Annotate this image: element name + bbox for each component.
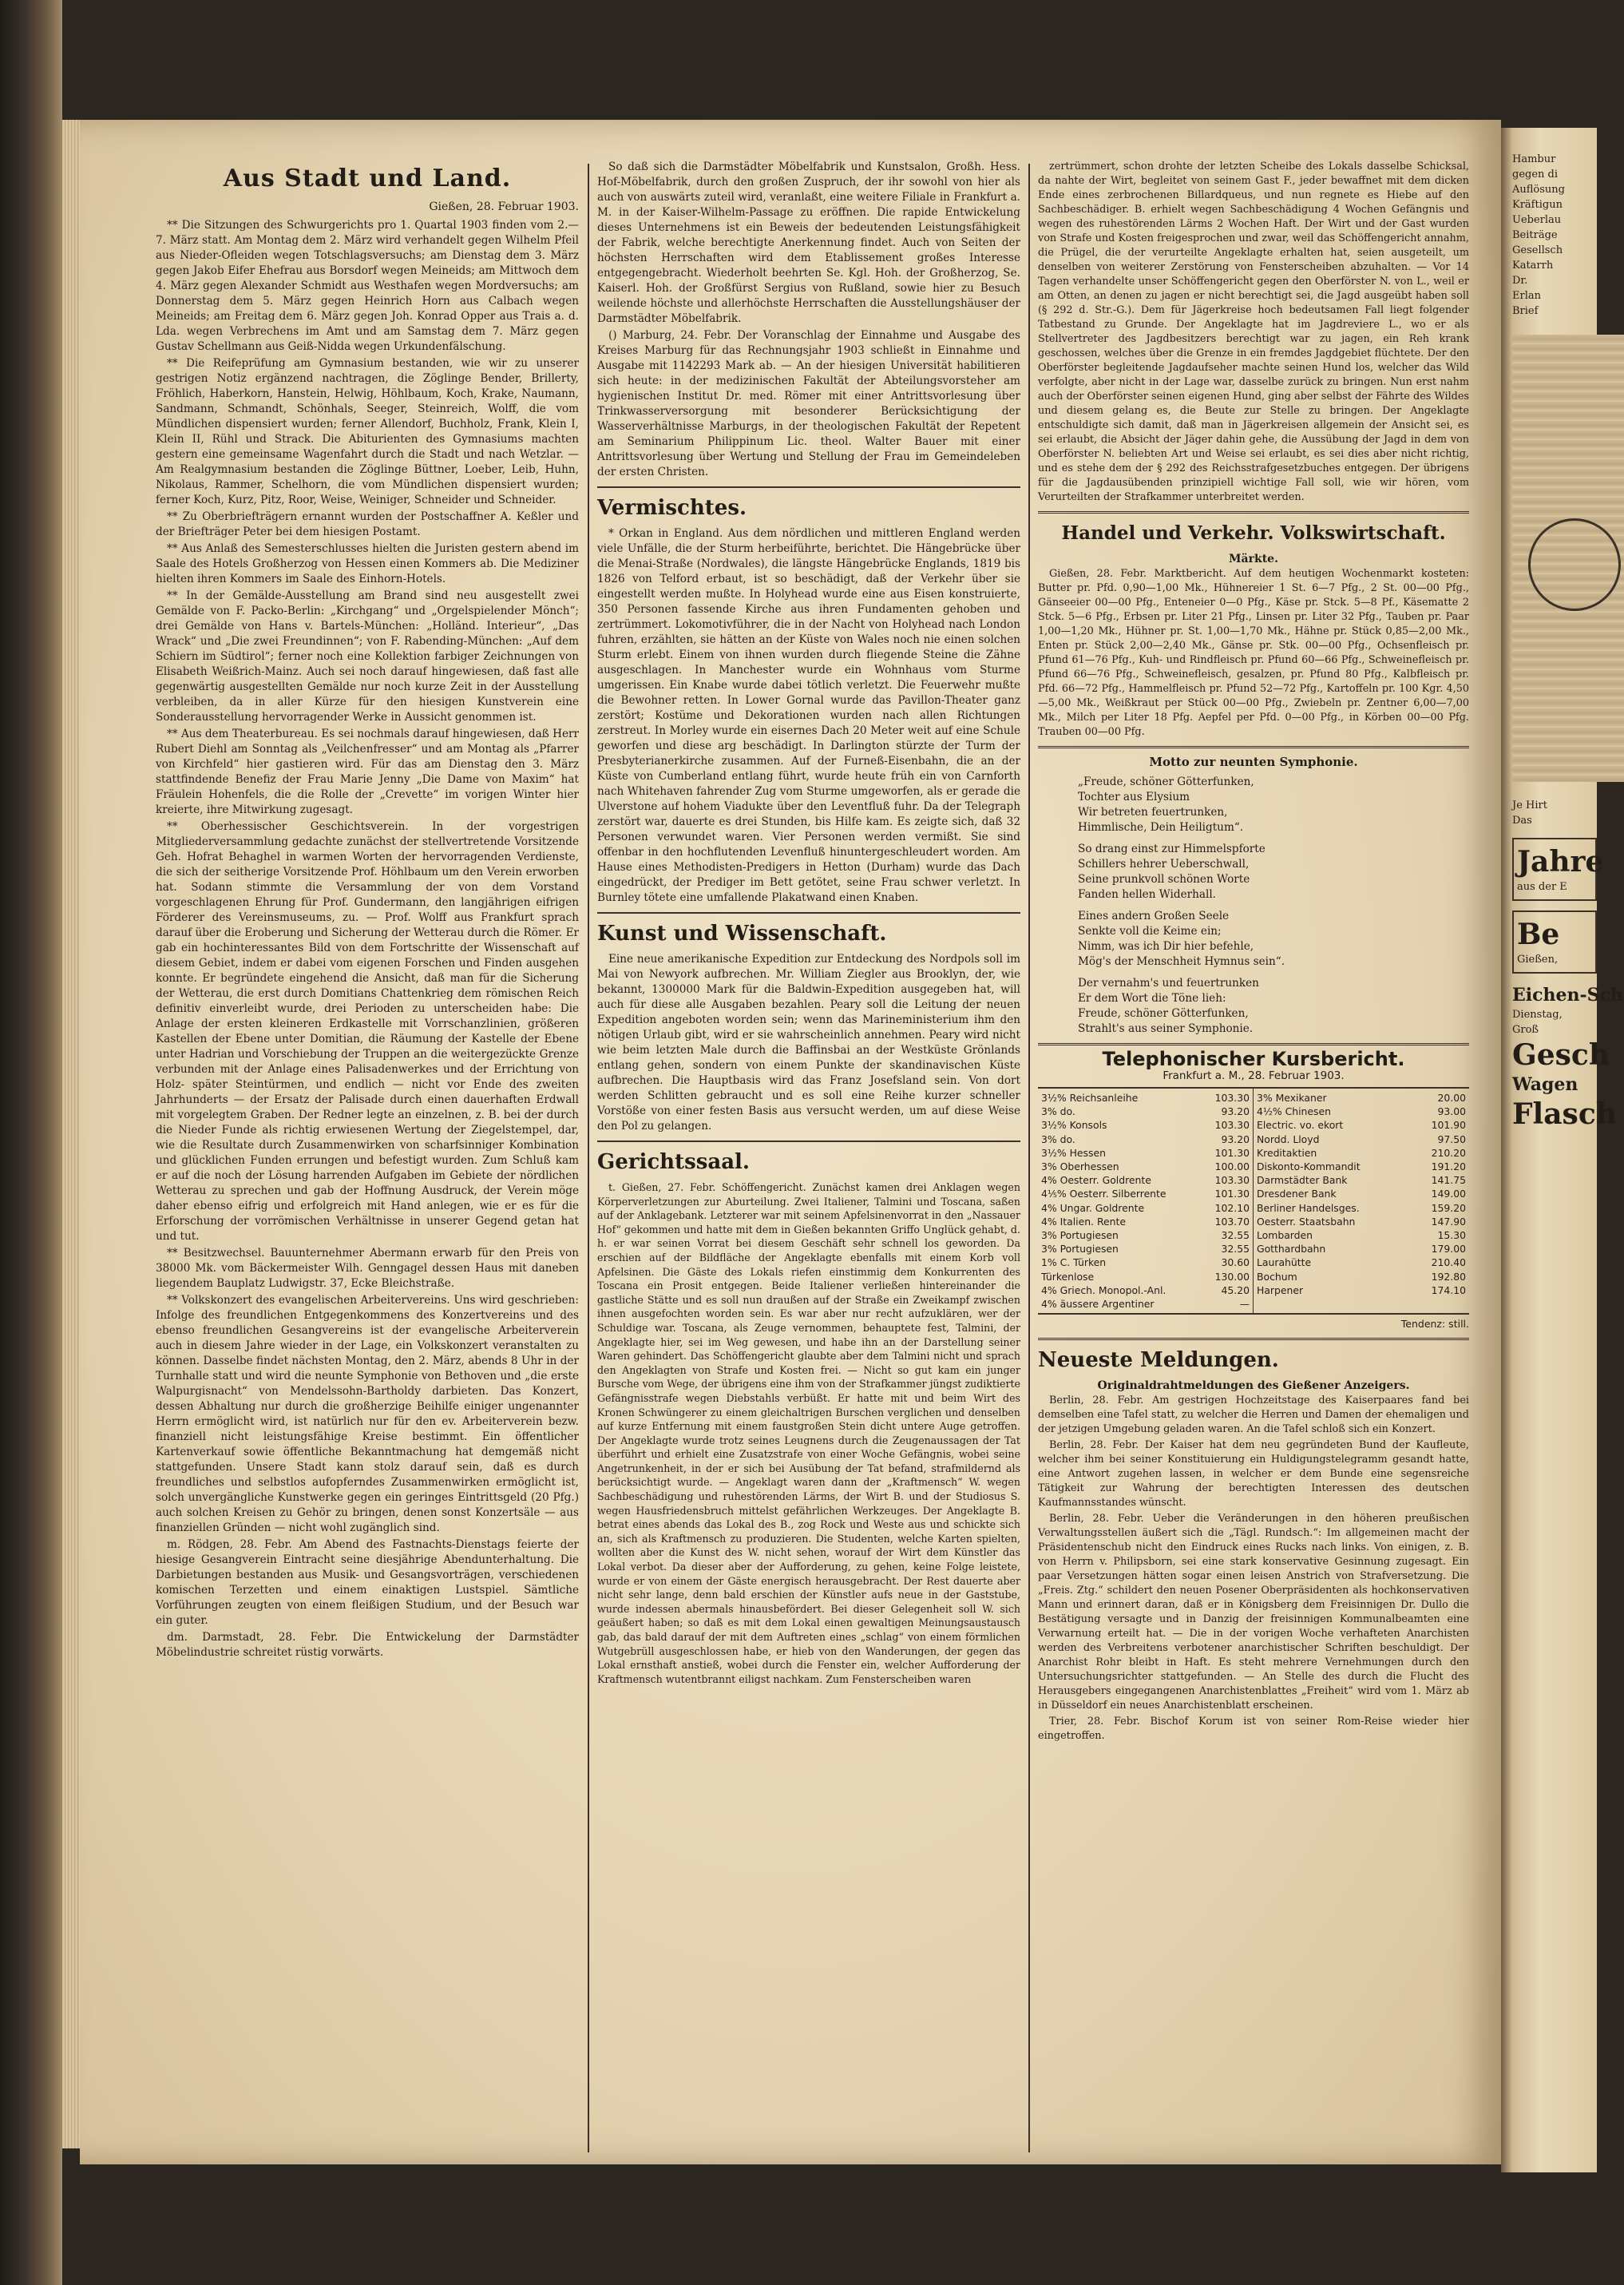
newspaper-page (80, 120, 1501, 2164)
kurs-price: 147.90 (1431, 1215, 1466, 1228)
kurs-row (1257, 1283, 1466, 1297)
kurs-security-name: 4% Italien. Rente (1041, 1215, 1126, 1228)
section-rule (597, 1141, 1020, 1142)
kurs-row (1257, 1105, 1466, 1118)
fragment-text: Gesellsch (1512, 244, 1563, 256)
kurs-row (1257, 1173, 1466, 1187)
kurs-price: 159.20 (1431, 1201, 1466, 1214)
kurs-price: 20.00 (1437, 1092, 1466, 1104)
maerkte-label: Märkte. (1229, 553, 1278, 565)
fragment-text: Gesch (1512, 1038, 1610, 1072)
poem-line: Fanden hellen Widerhall. (1078, 888, 1217, 901)
kurs-row (1257, 1242, 1466, 1256)
kurs-security-name: Electric. vo. ekort (1257, 1119, 1344, 1132)
kurs-security-name: Laurahütte (1257, 1256, 1312, 1269)
kurs-price: 15.30 (1437, 1229, 1466, 1242)
kurs-row (1257, 1118, 1466, 1132)
kurs-price: 93.20 (1221, 1133, 1250, 1145)
article-paragraph: ** Besitzwechsel. Bauunternehmer Abermann erwarb für den Preis von 38000 Mk. vom Bäckermeister Wilh. Genngagel dessen Haus mit daneben liegendem Bauplatz Ludwigstr. 37, Ecke Bleichstraße. (156, 1247, 579, 1290)
kurs-row (1257, 1228, 1466, 1242)
kurs-security-name: Oesterr. Staatsbahn (1257, 1215, 1356, 1228)
kursbericht-table (1038, 1087, 1469, 1315)
kurs-row (1041, 1133, 1250, 1146)
article-paragraph: t. Gießen, 27. Febr. Schöffengericht. Zunächst kamen drei Anklagen wegen Körperverletzungen zur Aburteilung. Zwei Italiener, Talmini und Toscana, saßen auf der Anklagebank. Letzterer war mit seinem Apfelsinenvorrat in den „Nassauer Hof“ gekommen und hatte mit dem in Gießen bekannten Griffo Unglück gehabt, d. h. er war seinen Vorrat bei diesem Geschäft sehr schnell los geworden. Da erschien auf der Bildfläche der Angeklagte ebenfalls mit einem Korb voll Apfelsinen. Die Gäste des Lokals riefen einstimmig dem Konkurrenten des Toscana ein Prosit entgegen. Beide Italiener verließen hintereinander die gastliche Stätte und es soll nun draußen auf der Straße ein Zweikampf zwischen ihnen ausgefochten worden sein. Es war aber nur recht aufzuklären, wer der Schuldige war. Toscana, als Zeuge vernommen, behauptete fest, Talmini, der Angeklagte hier, sei im Weg gewesen, und habe ihn an der Darstellung seiner Waren gehindert. Das Schöffengericht glaubte aber dem Talmini nicht und sprach den Angeklagten von Strafe und Kosten frei. — Nicht so gut kam ein junger Bursche vom Wege, der übrigens eine ihm von der Strafkammer jüngst zudiktierte Gefängnisstrafe wegen Diebstahls verbüßt. Er hatte mit und beim Wirt des Kronen Schwüngerer zu einem gleichaltrigen Burschen verglichen und denselben auf kurze Entfernung mit einem faustgroßen Stein dicht untere Auge getroffen. Der Angeklagte wurde trotz seines Leugnens durch die Zeugenaussagen der Tat überführt und erhielt eine Zusatzstrafe von einer Woche Gefängnis, wobei seine Angetrunkenheit, in der er sich bei Ausübung der Tat befand, strafmildernd als berücksichtigt wurde. — Angeklagt waren dann der „Kraftmensch“ W. wegen Sachbeschädigung und ruhestörenden Lärms, der Wirt B. und der Studiosus S. wegen Hausfriedensbruch mittelst gefährlichen Werkzeuges. Der Angeklagte B. betrat eines abends das Lokal des B., zog Rock und Weste aus und schickte sich an, sich als Kraftmensch zu produzieren. Die Studenten, welche Karten spielten, wollten aber die Kunst des W. nicht sehen, worauf der Wirt dem Künstler das Lokal verbot. Da dieser aber der Aufforderung, zu gehen, keine Folge leistete, wurde er von einem der Gäste energisch herausgebracht. Der Rest dauerte aber nicht sehr lange, denn bald erschien der Künstler aufs neue in der Gaststube, wurde indessen abermals hinausbefördert. Bei dieser Gelegenheit soll W. sich geäußert haben; so daß es mit dem Lokal einen gewaltigen Meinungsaustausch gab, das bald darauf der mit dem Auftreten eines „schlag“ von einem förmlichen Wutgebrüll ausgeschlossen habe, er hieb von den Wanderungen, der gegen das Lokal ernsthaft anstieß, wobei durch die Fenster ein, welcher Aufforderung der Kraftmensch wutentbrannt eiligst nachkam. Zum Fensterscheiben waren (597, 1181, 1020, 1685)
article-paragraph: ** Zu Oberbriefträgern ernannt wurden der Postschaffner A. Keßler und der Briefträger Peter bei dem hiesigen Postamt. (156, 510, 579, 538)
kursbericht-left-column (1038, 1089, 1254, 1313)
poem-stanza (1078, 842, 1469, 902)
kurs-row (1257, 1201, 1466, 1215)
kurs-price: 130.00 (1214, 1270, 1250, 1283)
column-divider-2 (1028, 164, 1030, 2152)
section-rule (1038, 511, 1469, 514)
poem-line: Freude, schöner Götterfunken, (1078, 1007, 1249, 1020)
kurs-security-name: Lombarden (1257, 1229, 1313, 1242)
poem-title: Motto zur neunten Symphonie. (1149, 755, 1358, 769)
ad-box (1512, 838, 1604, 901)
kurs-security-name: 4⅕% Oesterr. Silberrente (1041, 1188, 1167, 1200)
kurs-security-name: Berliner Handelsges. (1257, 1201, 1360, 1214)
kurs-price: 93.20 (1221, 1105, 1250, 1118)
kurs-price: — (1239, 1298, 1250, 1311)
poem-line: Tochter aus Elysium (1078, 791, 1190, 803)
kurs-row (1041, 1256, 1250, 1269)
section-header-kunst: Kunst und Wissenschaft. (597, 922, 887, 946)
article-paragraph: m. Rödgen, 28. Febr. Am Abend des Fastnachts-Dienstags feierte der hiesige Gesangverein Eintracht seine diesjährige Abendunterhaltung. Die Darbietungen bestanden aus Musik- und Gesangsvorträgen, verschiedenen komischen Terzetten und einem einaktigen Lustspiel. Sämtliche Vorführungen zeugten von einem fleißigen Studium, und der Besuch war ein guter. (156, 1538, 579, 1627)
kurs-row (1041, 1201, 1250, 1215)
fragment-text: Erlan (1512, 290, 1541, 302)
kurs-security-name: 4% Ungar. Goldrente (1041, 1201, 1145, 1214)
article-paragraph: Trier, 28. Febr. Bischof Korum ist von seiner Rom-Reise wieder hier eingetroffen. (1038, 1716, 1469, 1743)
kurs-security-name: Bochum (1257, 1270, 1297, 1283)
kurs-security-name: Kreditaktien (1257, 1146, 1317, 1159)
kurs-price: 210.20 (1431, 1146, 1466, 1159)
kurs-security-name: Gotthardbahn (1257, 1243, 1326, 1256)
kurs-security-name: 4% äussere Argentiner (1041, 1298, 1155, 1311)
column-3 (1038, 160, 1469, 2172)
fragment-text: Kräftigun (1512, 199, 1563, 211)
article-paragraph: () Marburg, 24. Febr. Der Voranschlag der Einnahme und Ausgabe des Kreises Marburg für das Rechnungsjahr 1903 schließt in Einnahme und Ausgabe mit 1142293 Mark ab. — An der hiesigen Universität habilitieren sich heute: in der medizinischen Fakultät der Abteilungsvorsteher am hygienischen Institut Dr. med. Römer mit einer Antrittsvorlesung über Trinkwasserversorgung mit besonderer Berücksichtigung der Wasserverhältnisse Marburgs, in der theologischen Fakultät der Repetent am Seminarium Philippinum Lic. theol. Walter Bauer mit einer Antrittsvorlesung über Wertung und Stellung der Frau im Gemeindeleben der ersten Christen. (597, 329, 1020, 478)
kurs-security-name: 3½% Reichsanleihe (1041, 1092, 1139, 1104)
kurs-row (1041, 1270, 1250, 1283)
kurs-price: 141.75 (1431, 1174, 1466, 1187)
kurs-security-name: 3% Mexikaner (1257, 1092, 1327, 1104)
poem-line: Er dem Wort die Töne lieh: (1078, 992, 1226, 1005)
kurs-security-name: 4% Oesterr. Goldrente (1041, 1174, 1151, 1187)
kurs-row (1041, 1105, 1250, 1118)
kurs-security-name: 4% Griech. Monopol.-Anl. (1041, 1283, 1167, 1296)
kurs-price: 192.80 (1431, 1270, 1466, 1283)
kurs-row (1257, 1256, 1466, 1269)
kurs-row (1257, 1270, 1466, 1283)
article-paragraph: ** Die Sitzungen des Schwurgerichts pro 1. Quartal 1903 finden vom 2.—7. März statt. Am Montag dem 2. März wird verhandelt gegen Wilhelm Pfeil aus Nieder-Ofleiden wegen Totschlagsversuchs; am Dienstag dem 3. März gegen Jakob Eifer Ehefrau aus Borsdorf wegen Meineids; am Mittwoch dem 4. März gegen Alexander Schmidt aus Westhafen wegen Mordversuchs; am Donnerstag dem 5. März gegen Heinrich Horn aus Calbach wegen Meineids; am Freitag dem 6. März gegen Joh. Konrad Opper aus Trais a. d. Lda. wegen Verbrechens im Amt und am Samstag dem 7. März gegen Gustav Schellmann aus Geiß-Nidda wegen Urkundenfälschung. (156, 219, 579, 353)
kursbericht-footer: Tendenz: still. (1400, 1318, 1469, 1331)
column-1 (156, 160, 579, 2172)
article-paragraph: ** Volkskonzert des evangelischen Arbeitervereins. Uns wird geschrieben: Infolge des freundlichen Entgegenkommens des Konzertvereins und des ebenso freundlichen Gesangvereins ist der evangelische Arbeiterverein auch in diesem Jahre wieder in der Lage, ein Volkskonzert veranstalten zu können. Dasselbe findet nächsten Montag, den 2. März, abends 8 Uhr in der Turnhalle statt und wird die neunte Symphonie von Bethoven und „die erste Walpurgisnacht“ von Mendelssohn-Bartholdy darbieten. Das Konzert, dessen Abhaltung nur durch die großherzige Beihilfe einiger ungenannter Herrn ermöglicht wird, ist natürlich nur für den ev. Arbeiterverein bezw. finanziell nicht leistungsfähige Kreise bestimmt. Ein öffentlicher Kartenverkauf sowie öffentliche Bekanntmachung hat demgemäß nicht stattgefunden. Unsere Stadt kann stolz darauf sein, daß es durch freundliches und selbstlos aufopferndes Zusammenwirken ermöglicht ist, solch unvergängliche Kunstwerke gegen ein geringes Eintrittsgeld (20 Pfg.) auch solchen Kreisen zu Gehör zu bringen, denen sonst Konzertsäle — aus finanziellen Gründen — nicht wohl zugänglich sind. (156, 1294, 579, 1534)
kurs-price: 101.30 (1214, 1188, 1250, 1200)
kurs-price: 32.55 (1221, 1229, 1250, 1242)
section-rule (597, 486, 1020, 488)
fragment-text: Je Hirt (1512, 799, 1547, 811)
kurs-row (1041, 1215, 1250, 1228)
section-rule (1038, 746, 1469, 748)
kurs-security-name: 3½% Konsols (1041, 1119, 1107, 1132)
fragment-text: Das (1512, 815, 1532, 827)
kurs-security-name: Nordd. Lloyd (1257, 1133, 1320, 1145)
kurs-row (1041, 1283, 1250, 1297)
adjacent-page-text (1501, 128, 1623, 1132)
article-paragraph: ** In der Gemälde-Ausstellung am Brand sind neu ausgestellt zwei Gemälde von F. Packo-Berlin: „Kirchgang“ und „Orgelspielender Mönch“; drei Gemälde von Hans v. Bartels-München: „Holländ. Interieur“, „Das Wrack“ und „Die zwei Freundinnen“; von F. Rabending-München: „Auf dem Schiern im Südtirol“; ferner noch eine Kollektion farbiger Zeichnungen von Elisabeth Weißrich-Mainz. Auch sei noch darauf hingewiesen, daß fast alle gegenwärtig ausgestellten Gemälde nur noch kurze Zeit in der Ausstellung verbleiben, da in aller Kürze für den hiesigen Kunstverein eine Sonderausstellung hervorragender Werke in Aussicht genommen ist. (156, 589, 579, 724)
poem-stanza (1078, 909, 1469, 970)
poem-line: „Freude, schöner Götterfunken, (1078, 776, 1254, 788)
kurs-row (1041, 1242, 1250, 1256)
kurs-security-name: Diskonto-Kommandit (1257, 1160, 1361, 1173)
fragment-text: Auflösung (1512, 184, 1565, 196)
section-header-handel: Handel und Verkehr. Volkswirtschaft. (1061, 522, 1446, 544)
fragment-text: Jahre (1517, 845, 1604, 879)
kurs-price: 97.50 (1437, 1133, 1466, 1145)
kurs-price: 149.00 (1431, 1188, 1466, 1200)
kurs-row (1041, 1228, 1250, 1242)
kursbericht-subtitle: Frankfurt a. M., 28. Februar 1903. (1163, 1069, 1345, 1082)
kurs-security-name: 3% Oberhessen (1041, 1160, 1119, 1173)
kurs-row (1257, 1160, 1466, 1173)
kurs-row (1041, 1297, 1250, 1311)
kurs-row (1257, 1146, 1466, 1160)
article-paragraph: ** Aus dem Theaterbureau. Es sei nochmals darauf hingewiesen, daß Herr Rubert Diehl am Sonntag als „Veilchenfresser“ und am Montag als „Pfarrer von Kirchfeld“ hier gastieren wird. Für das am Dienstag den 3. März stattfindende Benefiz der Frau Marie Jenny „Die Dame von Maxim“ hat Fräulein Hohenfels, die die Rolle der „Crevette“ im vorigen Winter hier kreierte, ihre Mitwirkung zugesagt. (156, 728, 579, 816)
kurs-price: 179.00 (1431, 1243, 1466, 1256)
kurs-security-name: 3% do. (1041, 1133, 1075, 1145)
kurs-security-name: Türkenlose (1041, 1270, 1095, 1283)
poem-line: Senkte voll die Keime ein; (1078, 925, 1222, 938)
kurs-row (1041, 1173, 1250, 1187)
fragment-text: Brief (1512, 305, 1539, 317)
carriage-illustration (1512, 335, 1624, 782)
poem (1078, 775, 1469, 1037)
section-header-stadt-land: Aus Stadt und Land. (223, 165, 512, 192)
fragment-text: Hambur (1512, 153, 1556, 165)
kurs-row (1041, 1118, 1250, 1132)
poem-line: Mög's der Menschheit Hymnus sein“. (1078, 955, 1285, 968)
fragment-text: aus der E (1517, 881, 1567, 893)
kurs-price: 191.20 (1431, 1160, 1466, 1173)
fragment-text: Groß (1512, 1024, 1539, 1036)
fragment-text: Wagen (1512, 1074, 1578, 1095)
kurs-security-name: Dresdener Bank (1257, 1188, 1337, 1200)
article-paragraph: Gießen, 28. Febr. Marktbericht. Auf dem heutigen Wochenmarkt kosteten: Butter pr. Pfd. 0,90—1,00 Mk., Hühnereier 1 St. 6—7 Pfg., 2 St. 00—00 Pfg., Gänseeier 00—00 Pfg., Enteneier 0—0 Pfg., Käse pr. Stck. 5—8 Pf., Käsematte 2 Stck. 5—6 Pfg., Erbsen pr. Liter 21 Pfg., Linsen pr. Liter 32 Pfg., Tauben pr. Paar 1,00—1,20 Mk., Hühner pr. St. 1,00—1,70 Mk., Hähne pr. Stück 0,85—2,00 Mk., Enten pr. Stück 2,00—2,40 Mk., Gänse pr. Stk. 00—00 Pfg., Ochsenfleisch pr. Pfund 61—76 Pfg., Kuh- und Rindfleisch pr. Pfund 60—66 Pfg., Schweinefleisch pr. Pfund 66—76 Pfg., Schweinefleisch, gesalzen, pr. Pfund 80 Pfg., Kalbfleisch pr. Pfd. 66—72 Pfg., Hammelfleisch pr. Pfund 52—72 Pfg., Kartoffeln pr. 100 Kgr. 4,50—5,00 Mk., Weißkraut per Stück 00—00 Pfg., Zwiebeln pr. Zentner 6,00—7,00 Mk., Milch per Liter 18 Pfg. Aepfel per Pfd. 0—00 Pfg., in Körben 00—00 Pfg. Trauben 00—00 Pfg. (1038, 568, 1469, 738)
fragment-text: Beiträge (1512, 229, 1558, 241)
kurs-row (1041, 1091, 1250, 1105)
kurs-price: 101.90 (1431, 1119, 1466, 1132)
kurs-price: 45.20 (1221, 1283, 1250, 1296)
kursbericht-title: Telephonischer Kursbericht. (1102, 1048, 1405, 1070)
kurs-row (1041, 1146, 1250, 1160)
adjacent-page-fragment (1501, 128, 1623, 2172)
kurs-price: 101.30 (1214, 1146, 1250, 1159)
kurs-price: 30.60 (1221, 1256, 1250, 1269)
kurs-row (1257, 1133, 1466, 1146)
kurs-price: 32.55 (1221, 1243, 1250, 1256)
article-paragraph: ** Oberhessischer Geschichtsverein. In der vorgestrigen Mitgliederversammlung gedachte zunächst der stellvertretende Vorsitzende Geh. Hofrat Behaghel in warmen Worten der hervorragenden Verdienste, die sich der seitherige Vorsitzende Prof. Höhlbaum um den Verein erworben hat. Sodann stimmte die Versammlung der von dem Vorstand vorgeschlagenen Ehrung für Prof. Gundermann, den langjährigen eifrigen Förderer des Vereinsmuseums, zu. — Prof. Wolff aus Frankfurt sprach darauf über die Eroberung und Sicherung der Wetterau durch die Römer. Er gab ein hochinteressantes Bild von dem Fortschritte der Wissenschaft auf diesem Gebiet, indem er dabei vom eigenen Forschen und Finden ausgehen konnte. Er begründete eingehend die Ansicht, daß man für die Sicherung der Wetterau, die erst durch Domitians Chattenkrieg dem römischen Reich definitiv einverleibt wurde, drei Perioden zu unterscheiden habe: Die Anlage der ersten kleineren Erdkastelle mit Vorrschanzlinien, größeren Kastellen der Ebene unter Domitian, die Räumung der Kastelle der Ebene unter Hadrian und Vorschiebung der Truppen an die weitergezückte Grenze verbunden mit der Anlage eines Palisadenwerkes und der Errichtung von Holz- später Steintürmen, und endlich — nicht vor Ende des zweiten Jahrhunderts — der Ersatz der Palisade durch einen dauerhaften Erdwall mit vorgelegtem Graben. Der Redner legte an einzelnen, z. B. bei der durch die Nieder Funde als richtig erwiesenen Wertung der Ziegelstempel, dar, wie die Resultate durch Zusammenwirken von scharfsinniger Kombination und glücklichen Funden errungen und befestigt wurden. Zum Schluß kam er auf die noch der Lösung harrenden Aufgaben im Gebiete der nördlichen Wetterau zu sprechen und gab der Hoffnung Ausdruck, der Verein möge daher ebenso eifrig und erfolgreich mit Hand anlegen, wie er es für die Erforschung der vorrömischen Verhältnisse in unserer Gegend getan hat und tut. (156, 820, 579, 1243)
kursbericht-right-column (1254, 1089, 1469, 1313)
section-rule (597, 912, 1020, 914)
section-header-meldungen: Neueste Meldungen. (1038, 1348, 1279, 1373)
article-paragraph: ** Die Reifeprüfung am Gymnasium bestanden, wie wir zu unserer gestrigen Notiz ergänzend nachtragen, die Zöglinge Bender, Brillerty, Fröhlich, Haberkorn, Hanstein, Helwig, Höhlbaum, Koch, Krake, Naumann, Sandmann, Schmandt, Schönhals, Seeger, Steinreich, Wolff, die vom Mündlichen dispensiert wurden; ferner Allendorf, Buchholz, Frank, Klein I, Klein II, Rühl und Strack. Die Abiturienten des Gymnasiums machten gestern eine gemeinsame Wagenfahrt durch die Stadt und nach Wetzlar. — Am Realgymnasium bestanden die Zöglinge Büttner, Loeber, Leib, Huhn, Nikolaus, Rammer, Schelhorn, die vom Mündlichen dispensiert wurden; ferner Koch, Kurz, Pitz, Roor, Weise, Weiniger, Schneider und Schneider. (156, 357, 579, 506)
column-2 (597, 160, 1020, 2172)
article-paragraph: * Orkan in England. Aus dem nördlichen und mittleren England werden viele Unfälle, die der Sturm herbeiführte, berichtet. Die Hängebrücke über die Menai-Straße (Nordwales), die längste Hängebrücke Englands, 1819 bis 1826 von Telford erbaut, ist so beschädigt, daß der Verkehr über sie eingestellt werden mußte. In Holyhead wurde eine aus Eisen konstruierte, 350 Personen fassende Kirche aus ihren Fundamenten gehoben und zertrümmert. Lokomotivführer, die in der Nacht von Holyhead nach London fuhren, erzählten, sie hätten an der Küste von Wales noch nie einen solchen Sturm erlebt. Einem von ihnen wurden durch fliegende Steine die Zähne ausgeschlagen. In Manchester wurde ein Wohnhaus vom Sturme umgerissen. Ein Knabe wurde dabei tötlich verletzt. Die Feuerwehr mußte die Bewohner retten. In Lower Gornal wurde das Pavillon-Theater ganz zerstört; Kostüme und Dekorationen wurden nach allen Richtungen zerstreut. In Morley wurde ein eisernes Dach 20 Meter weit auf eine Schule geworfen und diese arg beschädigt. In Darlington stürzte der Turm der Presbyterianerkirche zusammen. Auf der Furneß-Eisenbahn, die an der Küste von Cumberland entlang führt, wurde heute früh ein von Carnforth nach Whitehaven fahrender Zug vom Sturme umgeworfen, als er gerade die Ulverstone auf hohem Viadukte über den Leventfluß fuhr. Da der Telegraph zerstört war, dauerte es drei Stunden, bis Hilfe kam. Es zeigte sich, daß 32 Personen verwundet waren. Vier Personen werden vermißt. Sie sind offenbar in den hochflutenden Levenfluß hinuntergeschleudert worden. Am Hause eines Methodisten-Predigers in Hetton (Durham) wurde das Dach eingedrückt, der Prediger im Bett getötet, seine Frau schwer verletzt. In Burnley tötete eine umfallende Plakatwand einen Knaben. (597, 527, 1020, 904)
ad-box (1512, 910, 1597, 974)
page-edge-stack (62, 120, 80, 2148)
kurs-security-name: 1% C. Türken (1041, 1256, 1107, 1269)
article-paragraph: Berlin, 28. Febr. Am gestrigen Hochzeitstage des Kaiserpaares fand bei demselben eine Tafel statt, zu welcher die Herren und Damen der ehemaligen und der jetzigen Umgebung geladen waren. An die Tafel schloß sich ein Konzert. (1038, 1394, 1469, 1436)
article-paragraph: So daß sich die Darmstädter Möbelfabrik und Kunstsalon, Großh. Hess. Hof-Möbelfabrik, durch den großen Zuspruch, der ihr sowohl von hier als auch von auswärts zuteil wird, veranlaßt, eine weitere Filiale in Frankfurt a. M. in der Kaiser-Wilhelm-Passage zu eröffnen. Die rapide Entwickelung dieses Unternehmens ist ein Beweis der bedeutenden Leistungsfähigkeit der Fabrik, welche berechtigte Anerkennung findet. Auch von Seiten der höchsten Herrschaften wird dem Etablissement großes Interesse entgegengebracht. Wiederholt beehrten Se. Kgl. Hoh. der Großherzog, Se. Kaiserl. Hoh. der Großfürst Sergius von Rußland, sowie hier zu Besuch weilende höchste und allerhöchste Herrschaften die Ausstellungshäuser der Darmstädter Möbelfabrik. (597, 161, 1020, 325)
fragment-text: Ueberlau (1512, 214, 1562, 226)
kurs-row (1257, 1215, 1466, 1228)
kurs-row (1257, 1187, 1466, 1200)
section-header-gerichtssaal: Gerichtssaal. (597, 1150, 750, 1174)
fragment-text: Be (1517, 918, 1560, 951)
poem-line: Schillers hehrer Ueberschwall, (1078, 858, 1250, 871)
kurs-security-name: Darmstädter Bank (1257, 1174, 1348, 1187)
article-paragraph: Berlin, 28. Febr. Der Kaiser hat dem neu gegründeten Bund der Kaufleute, welcher ihm bei seiner Konstituierung ein Huldigungstelegramm gesandt hatte, eine Antwort zugehen lassen, in welcher er dem Bunde eine segensreiche Tätigkeit zur Wahrung der berechtigten Interessen des deutschen Kaufmannsstandes wünscht. (1038, 1439, 1469, 1509)
column-divider-1 (588, 164, 589, 2152)
fragment-text: Katarrh (1512, 260, 1554, 272)
kurs-price: 102.10 (1214, 1201, 1250, 1214)
book-spine (0, 0, 62, 2285)
poem-line: Strahlt's aus seiner Symphonie. (1078, 1022, 1254, 1035)
article-paragraph: dm. Darmstadt, 28. Febr. Die Entwickelung der Darmstädter Möbelindustrie schreitet rüstig vorwärts. (156, 1631, 579, 1659)
kurs-security-name: 4½% Chinesen (1257, 1105, 1331, 1118)
article-paragraph: Berlin, 28. Febr. Ueber die Veränderungen in den höheren preußischen Verwaltungsstellen äußert sich die „Tägl. Rundsch.“: Im allgemeinen macht der Präsidentenschub nicht den Eindruck eines Rucks nach links. Von einigen, z. B. von Herrn v. Philipsborn, sei eine stark konservative Gesinnung zugesagt. Ein paar Versetzungen hätten sogar einen leisen Anstrich von Strafversetzung. Die „Freis. Ztg.“ schildert den neuen Posener Oberpräsidenten als hochkonservativen Mann und erinnert daran, daß er in Königsberg dem Freisinnigen Dr. Dullo die Bestätigung versagte und in Danzig der freisinnigen Kommunalbeamten eine Verwarnung erteilt hat. — Die in der vorigen Woche verhafteten Anarchisten werden des Verbreitens verbotener anarchistischer Schriften beschuldigt. Der Anarchist Rohr bleibt in Haft. Es steht mehrere Vernehmungen durch den Untersuchungsrichter stattgefunden. — An Stelle des durch die Flucht des Herausgebers eingegangenen Anarchistenblattes „Freiheit“ wird vom 1. März ab in Düsseldorf ein neues Anarchistenblatt erscheinen. (1038, 1513, 1469, 1712)
fragment-text: Gießen, (1517, 954, 1559, 966)
meldungen-subtitle: Originaldrahtmeldungen des Gießener Anzeigers. (1097, 1379, 1410, 1393)
poem-stanza (1078, 775, 1469, 835)
kurs-price: 103.70 (1214, 1215, 1250, 1228)
kurs-price: 174.10 (1431, 1283, 1466, 1296)
fragment-text: Eichen-Sch (1512, 985, 1623, 1006)
kurs-security-name: 3% Portugiesen (1041, 1229, 1119, 1242)
section-rule (1038, 1043, 1469, 1045)
fragment-text: Dr. (1512, 275, 1528, 287)
poem-line: Nimm, was ich Dir hier befehle, (1078, 940, 1254, 953)
kurs-security-name: 3½% Hessen (1041, 1146, 1106, 1159)
kurs-security-name: 3% do. (1041, 1105, 1075, 1118)
kurs-price: 103.30 (1214, 1119, 1250, 1132)
section-header-vermischtes: Vermischtes. (597, 496, 747, 520)
fragment-text: Dienstag, (1512, 1009, 1563, 1021)
fragment-text: Flasch (1512, 1097, 1617, 1131)
kurs-price: 210.40 (1431, 1256, 1466, 1269)
poem-line: Wir betreten feuertrunken, (1078, 806, 1228, 819)
kurs-row (1041, 1160, 1250, 1173)
kurs-price: 100.00 (1214, 1160, 1250, 1173)
poem-line: Der vernahm's und feuertrunken (1078, 977, 1259, 990)
kurs-security-name: 3% Portugiesen (1041, 1243, 1119, 1256)
poem-line: So drang einst zur Himmelspforte (1078, 843, 1266, 855)
kurs-row (1257, 1091, 1466, 1105)
poem-line: Eines andern Großen Seele (1078, 910, 1230, 922)
article-paragraph: ** Aus Anlaß des Semesterschlusses hielten die Juristen gestern abend im Saale des Hotels Großherzog von Hessen einen Kommers ab. Die Mediziner hielten ihren Kommers im Saale des Einhorn-Hotels. (156, 542, 579, 585)
poem-stanza (1078, 976, 1469, 1037)
kurs-price: 103.30 (1214, 1174, 1250, 1187)
article-paragraph: zertrümmert, schon drohte der letzten Scheibe des Lokals dasselbe Schicksal, da nahte der Wirt, begleitet von seinem Gast F., jeder bewaffnet mit dem dicken Ende eines zerbrochenen Billardqueus, und nun regnete es Hiebe auf den Sachbeschädiger. B. erhielt wegen Sachbeschädigung 4 Wochen Gefängnis und wegen des ruhestörenden Lärms 2 Wochen Haft. Der Wirt und der Gast wurden von Strafe und Kosten freigesprochen und zwar, weil das Schöffengericht annahm, die Prügel, die der verurteilte Angeklagte erhalten hat, seien ausgeteilt, um denselben von weiterer Zerstörung von Fensterscheiben abzuhalten. — Vor 14 Tagen verhandelte unser Schöffengericht gegen den Oberförster N. von L., weil er am Otten, an denen zu jagen er nicht berechtigt sei, die Jagd ausgeübt haben soll (§ 292 d. Str.-G.). Dem für Jägerkreise hoch bedeutsamen Fall liegt folgender Tatbestand zu Grunde. Der Angeklagte hat im Jagdreviere L., wo er als Stellvertreter des Jagdbesitzers berechtigt war zu jagen, ein Reh krank geschossen, welches über die Grenze in ein fremdes Jagdgebiet flüchtete. Der den Oberförster begleitende Jagdaufseher machte seinen Hund los, welcher das Wild verfolgte, aber nicht in der Lage war, dasselbe zurück zu bringen. Nun erst nahm auch der Oberförster seinen eigenen Hund, ging aber selbst der Fährte des Wildes und diesem gelang es, die Beute zur Stelle zu bringen. Der Angeklagte entschuldigte sich damit, daß man in Jägerkreisen allgemein der Ansicht sei, es sei erlaubt, die Absicht der Jäger dahin gehe, die Aussübung der Jagd in dem von Oberförster N. beliebten Art und Weise sei erlaubt, es sei dies aber nicht richtig, und es stehe dem der § 292 des Reichsstrafgesetzbuches entgegen. Der übrigens für die Jagdausübenden prinzipiell wichtige Fall soll, wie wir hören, vom Verurteilten der Strafkammer unterbreitet werden. (1038, 161, 1469, 503)
dateline: Gießen, 28. Februar 1903. (429, 200, 579, 213)
poem-line: Himmlische, Dein Heiligtum“. (1078, 821, 1244, 834)
kurs-price: 93.00 (1437, 1105, 1466, 1118)
poem-line: Seine prunkvoll schönen Worte (1078, 873, 1250, 886)
section-rule (1038, 1338, 1469, 1340)
kurs-security-name: Harpener (1257, 1283, 1304, 1296)
article-paragraph: Eine neue amerikanische Expedition zur Entdeckung des Nordpols soll im Mai von Newyork aufbrechen. Mr. William Ziegler aus Brooklyn, der, wie bekannt, 1300000 Mark für die Baldwin-Expedition ausgegeben hat, will auch für diese alle Ausgaben bezahlen. Peary soll die Leitung der neuen Expedition angeboten worden sein; wenn das Marineministerium ihm den nötigen Urlaub gibt, wird er sie wahrscheinlich annehmen. Peary wird nicht wie beim letzten Male durch die Baffinsbai an der Westküste Grönlands entlang gehen, sondern von einem Punkte der skandinavischen Küste aufbrechen. Die Hauptbasis wird das Franz Josefsland sein. Von dort werden Schlitten gebraucht und es soll eine Reihe kurzer schneller Vorstöße von einer festen Basis aus versucht werden, um auf diese Weise den Pol zu gelangen. (597, 953, 1020, 1133)
fragment-text: gegen di (1512, 169, 1559, 180)
kurs-row (1041, 1187, 1250, 1200)
kurs-price: 103.30 (1214, 1092, 1250, 1104)
